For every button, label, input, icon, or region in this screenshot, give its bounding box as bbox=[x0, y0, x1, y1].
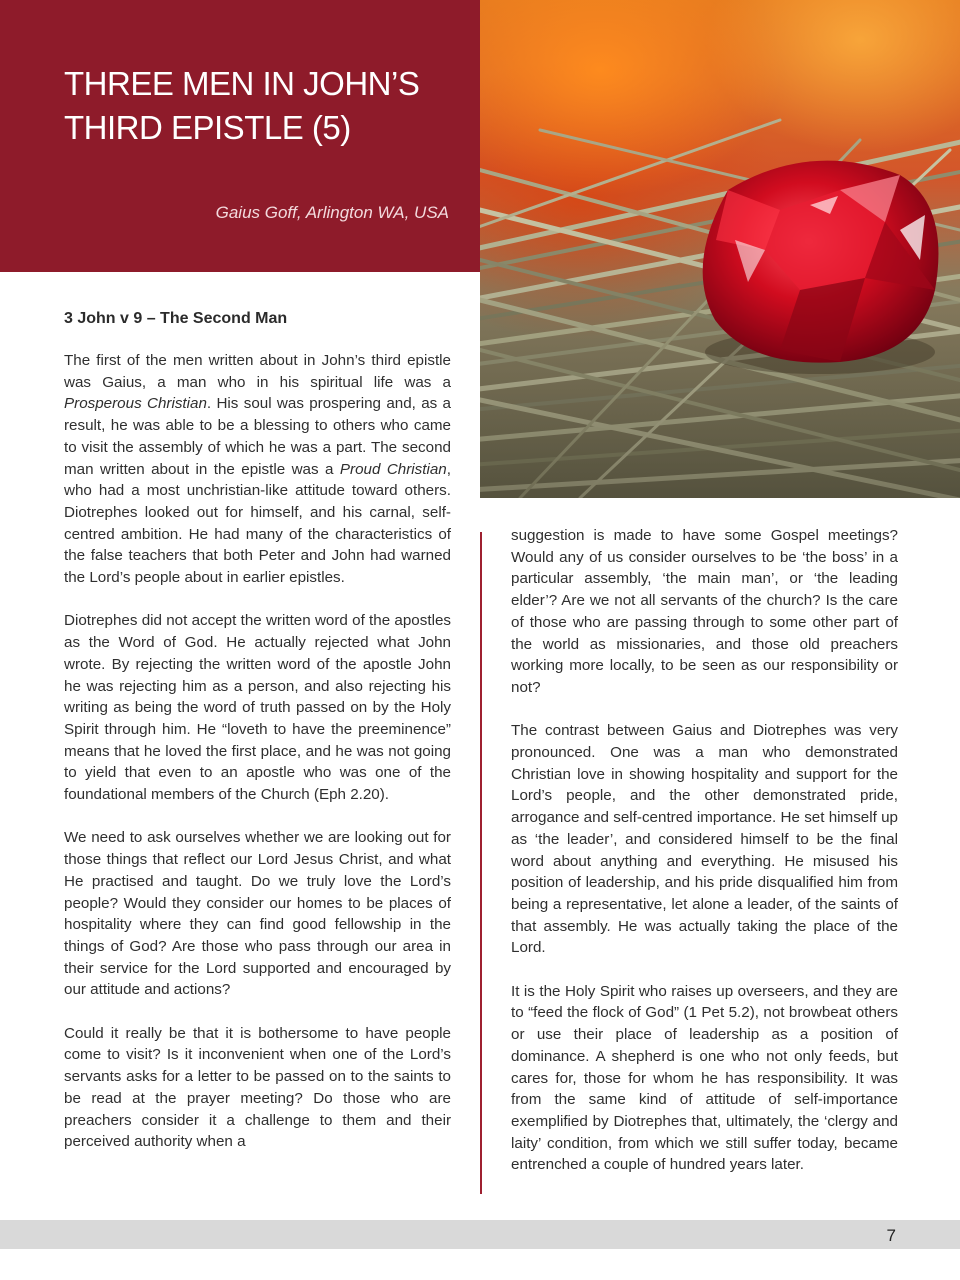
ruby-on-pine-needles-photo bbox=[480, 0, 960, 498]
text-run: The first of the men written about in John’s third epistle was Gaius, a man who in his spiritual life was a bbox=[64, 352, 451, 391]
paragraph: Diotrephes did not accept the written word of the apostles as the Word of God. He actually rejected what John wrote. By rejecting the written word of the apostle John he was rejecting him as a person, and also rejecting his writing as being the word of truth passed on by the Holy Spirit through him. He “loveth to have the preeminence” means that he loved the first place, and he was not going to yield that even to an apostle who was one of the foundational members of the Church (Eph 2.20). bbox=[64, 612, 451, 804]
paragraph: We need to ask ourselves whether we are looking out for those things that reflect our Lord Jesus Christ, and what He practised and taught. Do we truly love the Lord’s people? Would they consider our homes to be places of hospitality where they can find good fellowship in the things of God? Are those who pass through our area in their service for the Lord supported and encouraged by our attitude and actions? bbox=[64, 829, 451, 999]
paragraph: Could it really be that it is bothersome to have people come to visit? Is it inconvenient when one of the Lord’s servants asks for a letter to be passed on to the saints to be read at the prayer meeting? Do those who are preachers consider it a challenge to them and their perceived authority when a bbox=[64, 1024, 451, 1151]
article-title bbox=[64, 62, 464, 150]
emphasis: Prosperous Christian bbox=[64, 395, 207, 413]
right-column bbox=[511, 525, 898, 1198]
title-line-2: THIRD EPISTLE (5) bbox=[64, 109, 351, 146]
left-column bbox=[64, 350, 451, 1175]
author-byline: Gaius Goff, Arlington WA, USA bbox=[215, 203, 449, 222]
title-line-1: THREE MEN IN JOHN’S bbox=[64, 65, 420, 102]
photo-illustration bbox=[480, 0, 960, 498]
page-number: 7 bbox=[886, 1226, 896, 1245]
column-divider bbox=[480, 532, 482, 1194]
paragraph: It is the Holy Spirit who raises up overseers, and they are to “feed the flock of God” (1 Pet 5.2), not browbeat others or use their place of leadership as a position of dominance. A shepherd is one who not only feeds, but cares for, those for whom he has responsibility. It was from the same kind of attitude of self-importance exemplified by Diotrephes that, ultimately, the ‘clergy and laity’ condition, from which we still suffer today, became entrenched a couple of hundred years later. bbox=[511, 982, 898, 1174]
section-heading: 3 John v 9 – The Second Man bbox=[64, 310, 288, 327]
paragraph bbox=[64, 350, 451, 589]
title-block bbox=[0, 0, 480, 272]
text-run: , who had a most unchristian-like attitude toward others. Diotrephes looked out for himself, and his carnal, self-centred ambition. He had many of the characteristics of the false teachers that both Peter and John had warned the Lord’s people about in earlier epistles. bbox=[64, 460, 451, 587]
paragraph: The contrast between Gaius and Diotrephes was very pronounced. One was a man who demonstrated Christian love in showing hospitality and support for the Lord’s people, and the other demonstrated pride, arrogance and self-centred importance. He set himself up as ‘the leader’, and considered himself to be the final word about anything and everything. He misused his position of leadership, and his pride disqualified him from being a representative, let alone a leader, of the saints of that assembly. He was actually taking the place of the Lord. bbox=[511, 722, 898, 957]
ruby-gem bbox=[703, 161, 939, 374]
emphasis: Proud Christian bbox=[339, 460, 447, 478]
footer-bar bbox=[0, 1220, 960, 1249]
paragraph: suggestion is made to have some Gospel meetings? Would any of us consider ourselves to be ‘the boss’ in a particular assembly, ‘the main man’, or ‘the leading elder’? Are we not all servants of the church? Is the care of those who are passing through to some other part of the world as missionaries, and those old preachers working more locally, to be seen as our responsibility or not? bbox=[511, 527, 898, 696]
text-run: . His soul was prospering and, as a result, he was able to be a blessing to others who came to visit the assembly of which he was a part. The second man written about in the epistle was a bbox=[64, 395, 452, 478]
